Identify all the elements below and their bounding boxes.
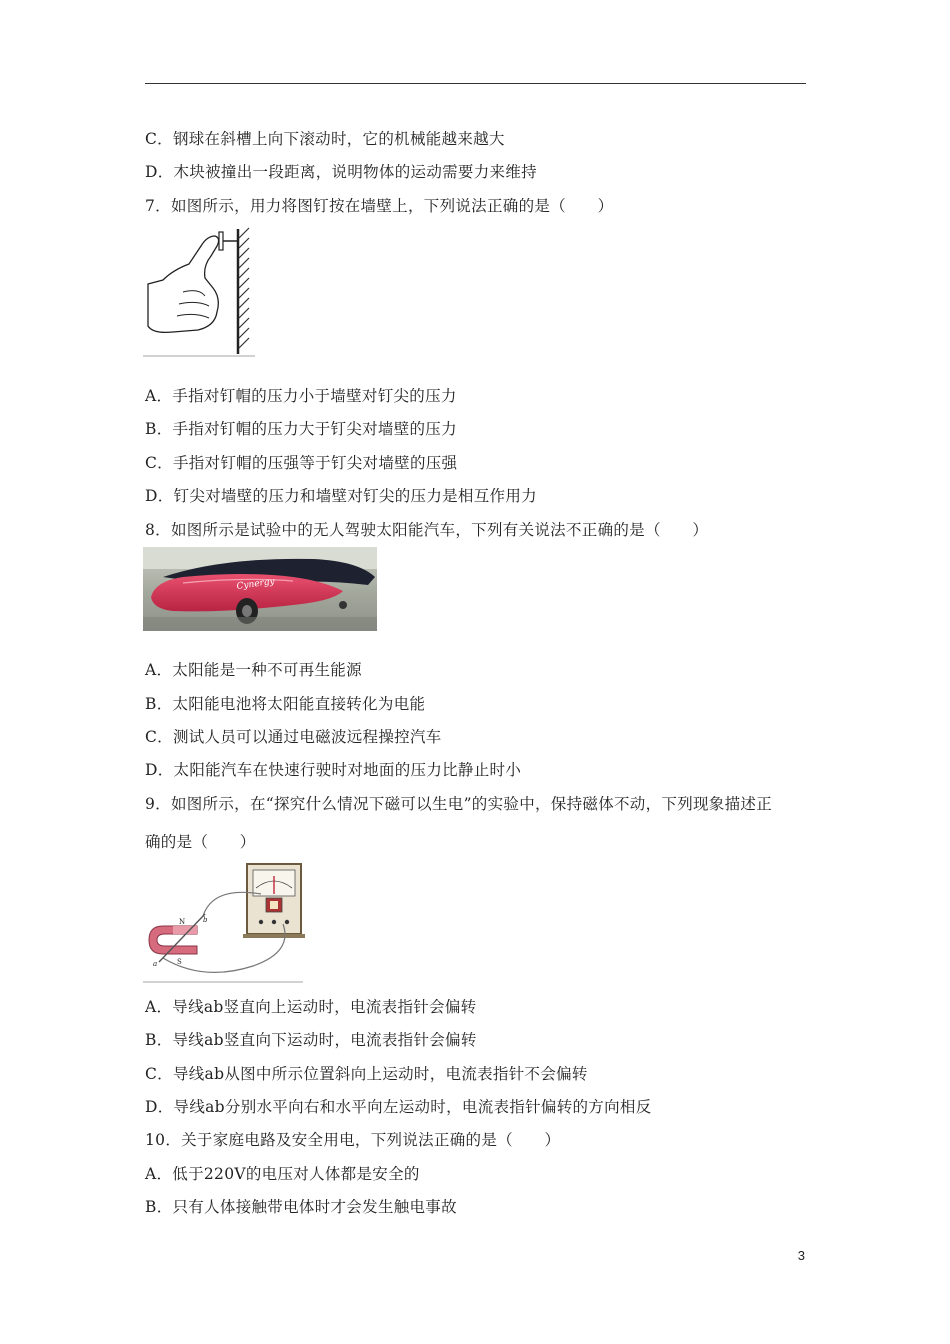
q9-option-d: D．导线ab分别水平向右和水平向左运动时，电流表指针偏转的方向相反	[145, 1098, 652, 1116]
q7-option-d: D．钉尖对墙壁的压力和墙壁对钉尖的压力是相互作用力	[145, 487, 537, 505]
q9-stem-line1: 9．如图所示，在“探究什么情况下磁可以生电”的实验中，保持磁体不动，下列现象描述正	[145, 795, 773, 813]
q9-stem-line2: 确的是（ ）	[145, 833, 256, 851]
page-number: 3	[797, 1248, 805, 1263]
q7-stem: 7．如图所示，用力将图钉按在墙壁上，下列说法正确的是（ ）	[145, 197, 614, 215]
q9-option-a: A．导线ab竖直向上运动时，电流表指针会偏转	[145, 998, 477, 1016]
pole-s-label: S	[177, 958, 182, 966]
wire-b-label: b	[203, 916, 208, 924]
car-brand-text: Cynergy	[236, 576, 276, 592]
header-rule	[145, 83, 806, 84]
q8-option-b: B．太阳能电池将太阳能直接转化为电能	[145, 695, 426, 713]
q8-option-a: A．太阳能是一种不可再生能源	[145, 661, 362, 679]
q8-option-d: D．太阳能汽车在快速行驶时对地面的压力比静止时小	[145, 761, 522, 779]
electromagnetic-induction-figure	[143, 860, 305, 984]
pole-n-label: N	[179, 918, 186, 926]
q7-option-c: C．手指对钉帽的压强等于钉尖对墙壁的压强	[145, 454, 458, 472]
q10-stem: 10．关于家庭电路及安全用电，下列说法正确的是（ ）	[145, 1131, 561, 1149]
q10-option-b: B．只有人体接触带电体时才会发生触电事故	[145, 1198, 457, 1216]
q6-option-c: C．钢球在斜槽上向下滚动时，它的机械能越来越大	[145, 130, 505, 148]
thumbtack-figure	[143, 226, 257, 358]
q9-option-b: B．导线ab竖直向下运动时，电流表指针会偏转	[145, 1031, 477, 1049]
q9-option-c: C．导线ab从图中所示位置斜向上运动时，电流表指针不会偏转	[145, 1065, 588, 1083]
q10-option-a: A．低于220V的电压对人体都是安全的	[145, 1165, 420, 1183]
q8-stem: 8．如图所示是试验中的无人驾驶太阳能汽车，下列有关说法不正确的是（ ）	[145, 521, 709, 539]
q8-option-c: C．测试人员可以通过电磁波远程操控汽车	[145, 728, 442, 746]
q6-option-d: D．木块被撞出一段距离，说明物体的运动需要力来维持	[145, 163, 537, 181]
wire-a-label: a	[153, 960, 158, 968]
q7-option-b: B．手指对钉帽的压力大于钉尖对墙壁的压力	[145, 420, 457, 438]
solar-car-photo	[143, 547, 377, 631]
q7-option-a: A．手指对钉帽的压力小于墙壁对钉尖的压力	[145, 387, 457, 405]
